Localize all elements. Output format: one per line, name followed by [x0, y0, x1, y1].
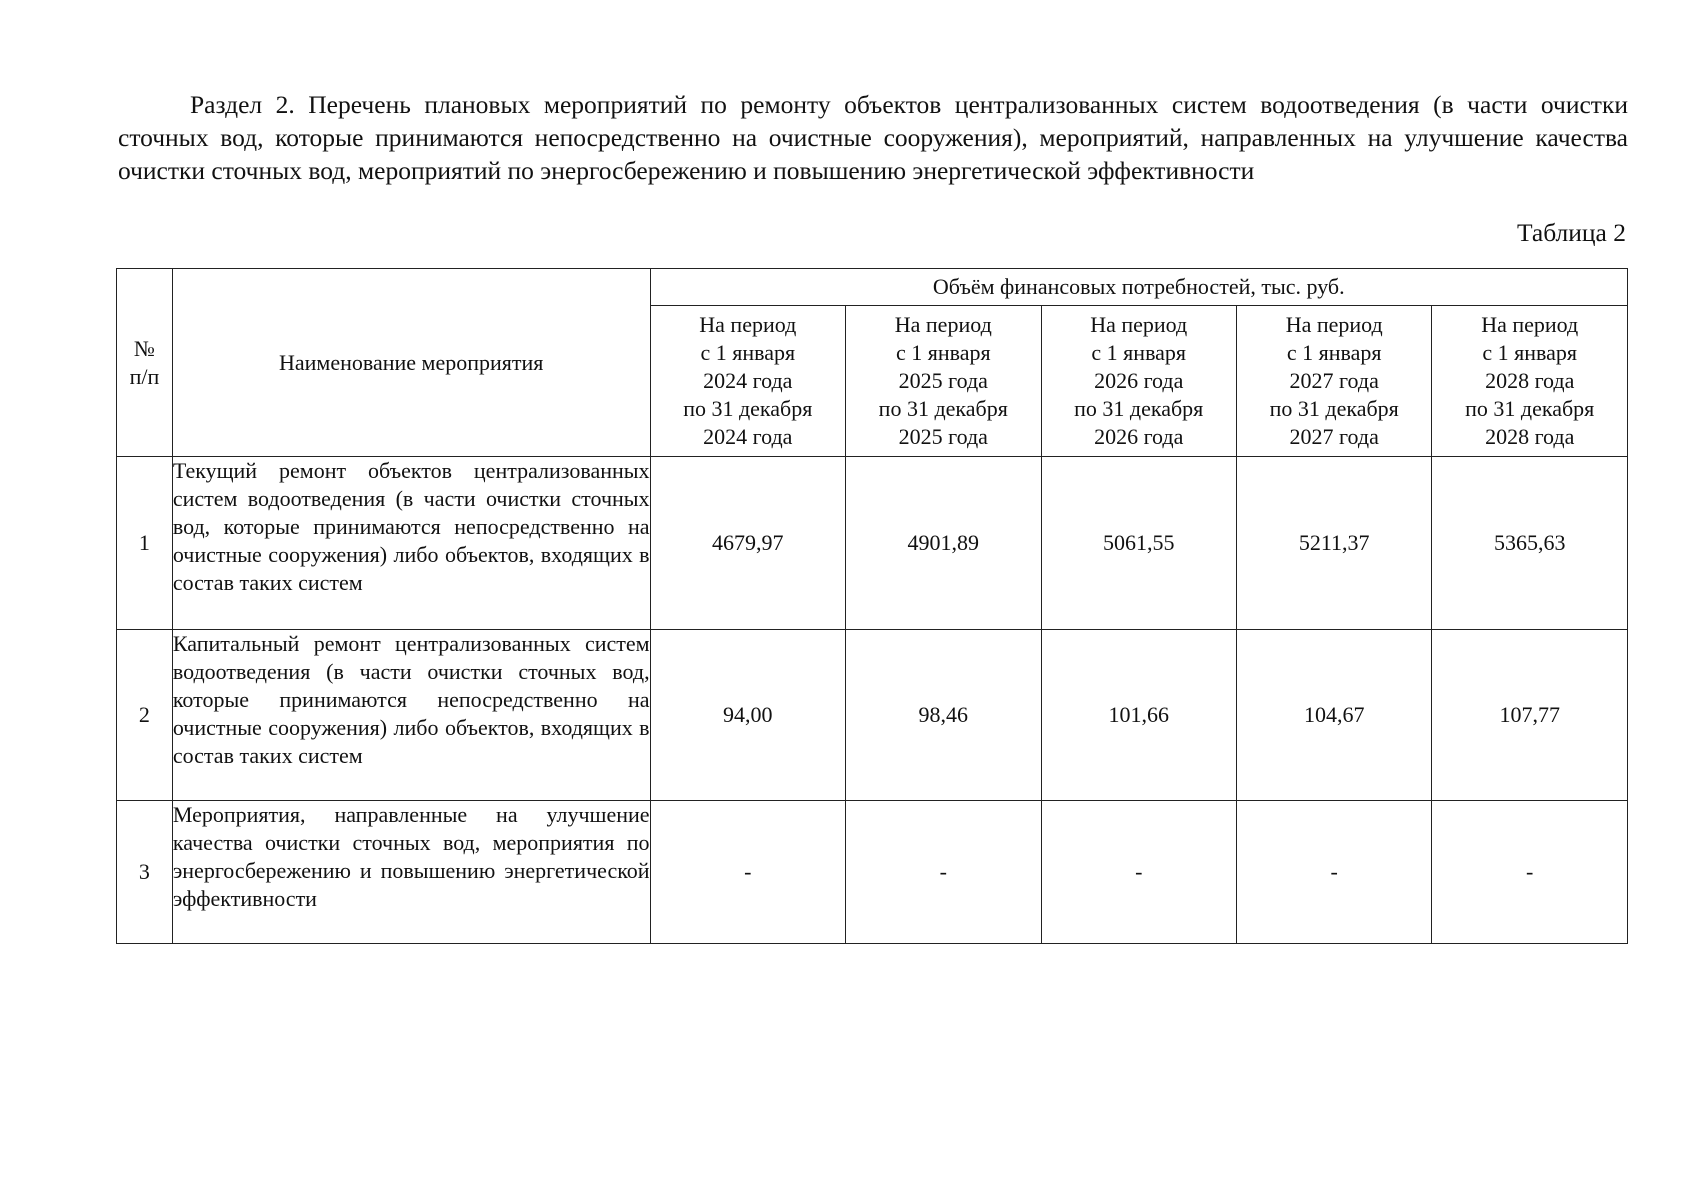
- value-cell: 94,00: [650, 630, 845, 801]
- value-cell: 4679,97: [650, 457, 845, 630]
- column-header-period: На период с 1 января 2024 года по 31 декабря 2024 года: [650, 306, 845, 457]
- value-cell: 101,66: [1041, 630, 1236, 801]
- column-header-period: На период с 1 января 2027 года по 31 декабря 2027 года: [1236, 306, 1431, 457]
- value-cell: -: [1041, 801, 1236, 944]
- row-number: 3: [117, 801, 173, 944]
- table-row: [117, 457, 1628, 630]
- column-header-period: На период с 1 января 2025 года по 31 декабря 2025 года: [846, 306, 1041, 457]
- value-cell: 5061,55: [1041, 457, 1236, 630]
- activity-name: Мероприятия, направленные на улучшение качества очистки сточных вод, мероприятия по энергосбережению и повышению энергетической эффективности: [172, 801, 650, 944]
- value-cell: 98,46: [846, 630, 1041, 801]
- column-header-number: № п/п: [117, 269, 173, 457]
- table-row: [117, 630, 1628, 801]
- value-cell: 4901,89: [846, 457, 1041, 630]
- column-group-header: Объём финансовых потребностей, тыс. руб.: [650, 269, 1627, 306]
- value-cell: -: [1236, 801, 1431, 944]
- activity-name: Текущий ремонт объектов централизованных систем водоотведения (в части очистки сточных вод, которые принимаются непосредственно на очистные сооружения) либо объектов, входящих в состав таких систем: [172, 457, 650, 630]
- value-cell: 5365,63: [1432, 457, 1628, 630]
- column-header-period: На период с 1 января 2028 года по 31 декабря 2028 года: [1432, 306, 1628, 457]
- header-row-1: [117, 269, 1628, 306]
- value-cell: -: [1432, 801, 1628, 944]
- column-header-name: Наименование мероприятия: [172, 269, 650, 457]
- activity-name: Капитальный ремонт централизованных систем водоотведения (в части очистки сточных вод, которые принимаются непосредственно на очистные сооружения) либо объектов, входящих в состав таких систем: [172, 630, 650, 801]
- financial-needs-table: [116, 268, 1628, 944]
- value-cell: -: [846, 801, 1041, 944]
- value-cell: 5211,37: [1236, 457, 1431, 630]
- table-row: [117, 801, 1628, 944]
- column-header-period: На период с 1 января 2026 года по 31 декабря 2026 года: [1041, 306, 1236, 457]
- section-heading: Раздел 2. Перечень плановых мероприятий по ремонту объектов централизованных систем водоотведения (в части очистки сточных вод, которые принимаются непосредственно на очистные сооружения), мероприятий, направленных на улучшение качества очистки сточных вод, мероприятий по энергосбережению и повышению энергетической эффективности: [118, 90, 1628, 185]
- value-cell: 107,77: [1432, 630, 1628, 801]
- table-label: Таблица 2: [1516, 218, 1626, 247]
- value-cell: -: [650, 801, 845, 944]
- row-number: 1: [117, 457, 173, 630]
- value-cell: 104,67: [1236, 630, 1431, 801]
- row-number: 2: [117, 630, 173, 801]
